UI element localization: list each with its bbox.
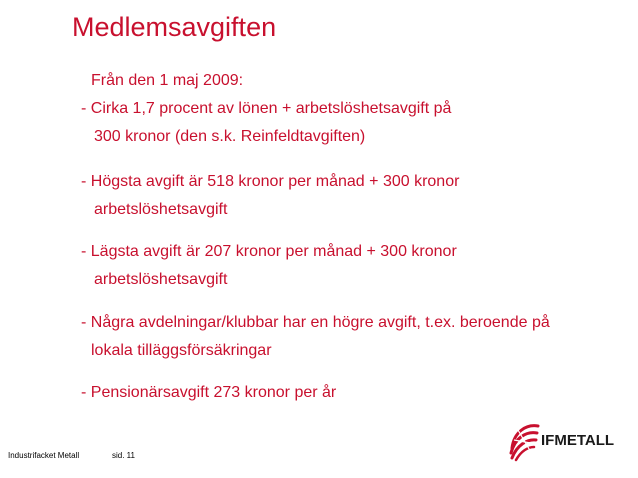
body-line-percentage: - Cirka 1,7 procent av lönen + arbetslöshetsavgift på (81, 100, 452, 117)
body-line-pensioner: - Pensionärsavgift 273 kronor per år (81, 384, 337, 401)
ifmetall-logo-mark-icon (506, 418, 542, 462)
body-line-max-fee-cont: arbetslöshetsavgift (94, 201, 228, 218)
body-line-min-fee: - Lägsta avgift är 207 kronor per månad + 300 kronor (81, 243, 457, 260)
slide-title: Medlemsavgiften (72, 12, 277, 42)
body-line-date: Från den 1 maj 2009: (91, 72, 244, 89)
ifmetall-logo-text: IFMETALL (541, 432, 615, 449)
body-line-min-fee-cont: arbetslöshetsavgift (94, 271, 228, 288)
body-line-local-cont: lokala tilläggsförsäkringar (91, 342, 272, 359)
ifmetall-logo (506, 418, 626, 462)
footer-organization: Industrifacket Metall (8, 451, 80, 460)
body-line-local: - Några avdelningar/klubbar har en högre avgift, t.ex. beroende på (81, 314, 550, 331)
footer-page-number: sid. 11 (112, 451, 135, 460)
body-line-max-fee: - Högsta avgift är 518 kronor per månad + 300 kronor (81, 173, 460, 190)
body-line-percentage-cont: 300 kronor (den s.k. Reinfeldtavgiften) (94, 128, 366, 145)
